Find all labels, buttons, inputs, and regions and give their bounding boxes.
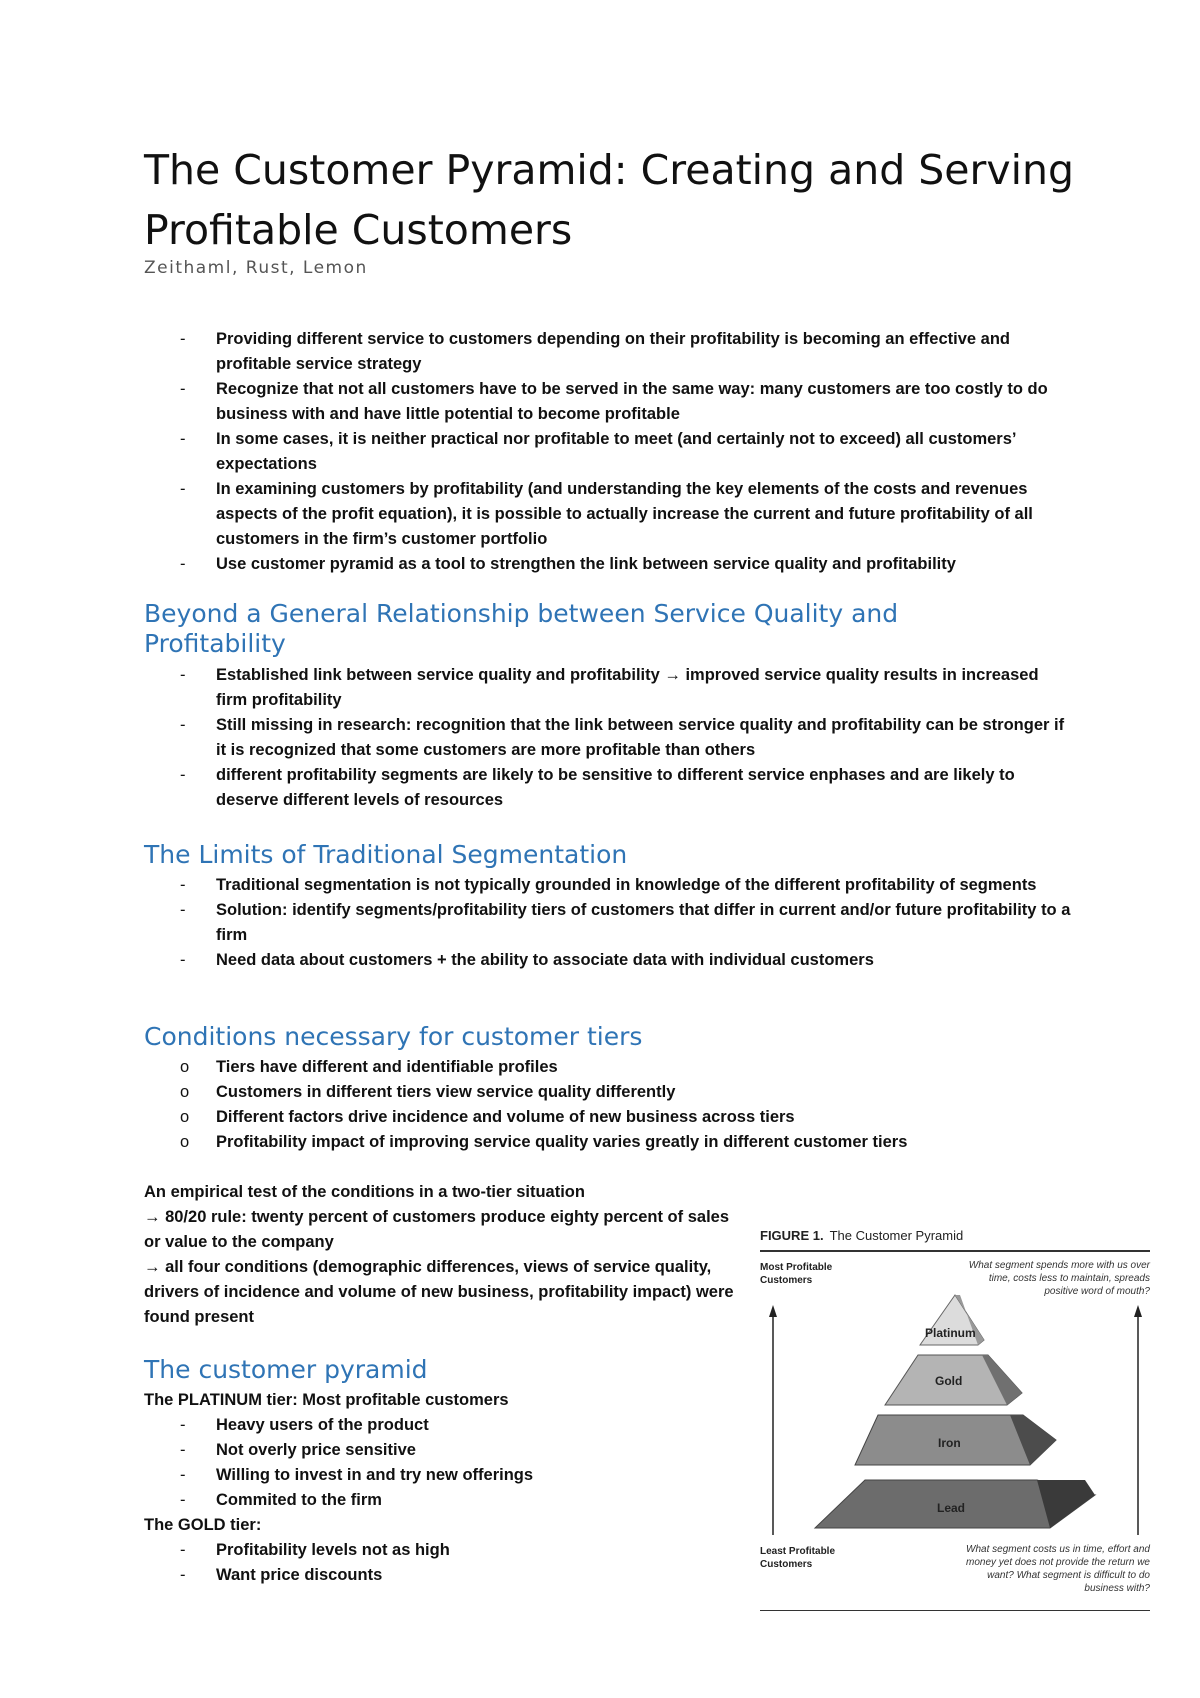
pyramid-diagram (760, 1285, 1160, 1585)
tier-label-iron: Iron (938, 1436, 961, 1450)
bullet-circle: o (180, 1108, 190, 1126)
list-item: - Profitability levels not as high (144, 1538, 734, 1563)
bullet-dash: - (180, 901, 186, 919)
tier-label-lead: Lead (937, 1501, 966, 1515)
conditions-section (144, 1055, 1074, 1155)
bullet-circle: o (180, 1058, 190, 1076)
list-item: - Solution: identify segments/profitability tiers of customers that differ in current and/or future profitability to a firm (144, 898, 1074, 948)
limits-section (144, 873, 1074, 973)
bullet-dash: - (180, 380, 186, 398)
beyond-section (144, 663, 1074, 813)
list-item: - Want price discounts (144, 1563, 734, 1588)
figure-bottom-question: What segment costs us in time, effort and money yet does not provide the return we want? What segment is difficult to do business with? (966, 1544, 1150, 1594)
list-item: - Commited to the firm (144, 1488, 734, 1513)
list-item: o Customers in different tiers view service quality differently (144, 1080, 1074, 1105)
figure-number: FIGURE 1. (760, 1228, 824, 1243)
up-arrow-icon (1134, 1305, 1142, 1317)
section-heading-limits: The Limits of Traditional Segmentation (144, 840, 628, 869)
figure-top-rule (760, 1250, 1150, 1252)
empirical-line-1: An empirical test of the conditions in a two-tier situation (144, 1183, 585, 1201)
section-heading-beyond: Beyond a General Relationship between Service Quality and Profitability (144, 599, 899, 658)
bullet-circle: o (180, 1133, 190, 1151)
gold-bullet-list (144, 1538, 734, 1588)
list-item: - Still missing in research: recognition that the link between service quality and profitability can be stronger if it is recognized that some customers are more profitable than others (144, 713, 1074, 763)
customer-pyramid-figure (760, 1225, 1160, 1620)
tier-label-gold: Gold (935, 1374, 963, 1388)
bullet-dash: - (180, 430, 186, 448)
platinum-bullet-list (144, 1413, 734, 1513)
gold-intro: The GOLD tier: (144, 1516, 262, 1534)
bullet-dash: - (180, 1566, 186, 1584)
bullet-dash: - (180, 951, 186, 969)
list-item: - Traditional segmentation is not typically grounded in knowledge of the different profitability of segments (144, 873, 1074, 898)
empirical-paragraph (144, 1180, 734, 1330)
list-item: - In some cases, it is neither practical nor profitable to meet (and certainly not to exceed) all customers’ expectations (144, 427, 1074, 477)
list-item: - Heavy users of the product (144, 1413, 734, 1438)
tier-label-platinum: Platinum (925, 1326, 976, 1340)
list-item: - different profitability segments are likely to be sensitive to different service enphases and are likely to deserve different levels of resources (144, 763, 1074, 813)
empirical-line-3: → all four conditions (demographic differences, views of service quality, drivers of incidence and volume of new business, profitability impact) were found present (144, 1258, 734, 1326)
bullet-dash: - (180, 766, 186, 784)
bullet-dash: - (180, 480, 186, 498)
list-item: - Willing to invest in and try new offerings (144, 1463, 734, 1488)
beyond-bullet-list (144, 663, 1074, 813)
bullet-dash: - (180, 1541, 186, 1559)
bullet-dash: - (180, 555, 186, 573)
figure-top-question: What segment spends more with us over time, costs less to maintain, spreads positive word of mouth? (968, 1260, 1150, 1297)
empirical-line-2: → 80/20 rule: twenty percent of customers produce eighty percent of sales or value to the company (144, 1208, 730, 1251)
figure-least-profitable-label: Least Profitable Customers (760, 1546, 836, 1570)
pyramid-section (144, 1388, 734, 1588)
list-item: - Providing different service to customers depending on their profitability is becoming an effective and profitable service strategy (144, 327, 1074, 377)
intro-bullet-list (144, 327, 1074, 577)
platinum-intro: The PLATINUM tier: Most profitable customers (144, 1391, 509, 1409)
bullet-dash: - (180, 1441, 186, 1459)
up-arrow-icon (769, 1305, 777, 1317)
intro-section (144, 327, 1074, 577)
authors-line: Zeithaml, Rust, Lemon (144, 258, 368, 278)
conditions-bullet-list (144, 1055, 1074, 1155)
list-item: - Need data about customers + the ability to associate data with individual customers (144, 948, 1074, 973)
list-item: o Profitability impact of improving service quality varies greatly in different customer tiers (144, 1130, 1074, 1155)
limits-bullet-list (144, 873, 1074, 973)
list-item: - Recognize that not all customers have to be served in the same way: many customers are too costly to do business with and have little potential to become profitable (144, 377, 1074, 427)
bullet-circle: o (180, 1083, 190, 1101)
list-item: o Different factors drive incidence and volume of new business across tiers (144, 1105, 1074, 1130)
list-item: - Not overly price sensitive (144, 1438, 734, 1463)
list-item: - In examining customers by profitability (and understanding the key elements of the costs and revenues aspects of the profit equation), it is possible to actually increase the current and future profitability of all customers in the firm’s customer portfolio (144, 477, 1074, 552)
document-title: The Customer Pyramid: Creating and Serving Profitable Customers (144, 146, 1075, 254)
bullet-dash: - (180, 330, 186, 348)
figure-bottom-rule (760, 1610, 1150, 1611)
figure-caption (760, 1225, 1155, 1244)
bullet-dash: - (180, 716, 186, 734)
list-item: - Use customer pyramid as a tool to strengthen the link between service quality and profitability (144, 552, 1074, 577)
bullet-dash: - (180, 1491, 186, 1509)
bullet-dash: - (180, 876, 186, 894)
figure-most-profitable-label: Most Profitable Customers (760, 1262, 833, 1286)
section-heading-conditions: Conditions necessary for customer tiers (144, 1022, 643, 1051)
bullet-dash: - (180, 1416, 186, 1434)
list-item: o Tiers have different and identifiable profiles (144, 1055, 1074, 1080)
section-heading-pyramid: The customer pyramid (144, 1355, 428, 1384)
figure-title: The Customer Pyramid (829, 1228, 964, 1243)
list-item: - Established link between service quality and profitability → improved service quality results in increased firm profitability (144, 663, 1074, 713)
bullet-dash: - (180, 1466, 186, 1484)
bullet-dash: - (180, 666, 186, 684)
